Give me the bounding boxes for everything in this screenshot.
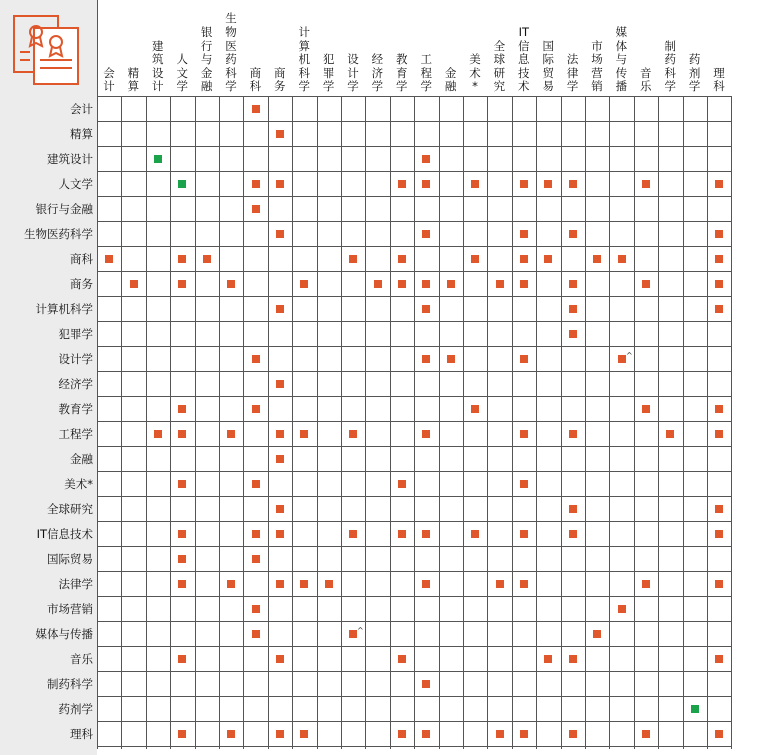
- column-header: [390, 0, 414, 96]
- grid-line: [97, 446, 731, 447]
- mark-orange: [252, 555, 260, 563]
- mark-orange: [496, 580, 504, 588]
- column-header: [243, 0, 267, 96]
- mark-orange: [642, 405, 650, 413]
- mark-orange: [569, 655, 577, 663]
- row-header: 媒体与传播: [35, 626, 93, 641]
- mark-orange: [422, 155, 430, 163]
- mark-orange: [252, 105, 260, 113]
- mark-orange: [276, 505, 284, 513]
- mark-orange: [715, 505, 723, 513]
- mark-caret: ^: [357, 626, 364, 635]
- row-header: 工程学: [58, 426, 93, 441]
- column-header-label: IT 信 息 技 术: [518, 25, 530, 94]
- mark-orange: [569, 530, 577, 538]
- row-header: 全球研究: [47, 501, 93, 516]
- mark-orange: [715, 430, 723, 438]
- mark-orange: [520, 355, 528, 363]
- column-header: [487, 0, 511, 96]
- row-header: 经济学: [58, 376, 93, 391]
- column-header: [585, 0, 609, 96]
- grid-line: [97, 396, 731, 397]
- grid-line: [219, 96, 220, 749]
- mark-orange: [130, 280, 138, 288]
- mark-orange: [715, 230, 723, 238]
- mark-orange: [154, 430, 162, 438]
- mark-orange: [398, 730, 406, 738]
- column-header: [414, 0, 438, 96]
- mark-orange: [252, 355, 260, 363]
- grid-line: [97, 196, 731, 197]
- mark-orange: [422, 580, 430, 588]
- mark-orange: [422, 430, 430, 438]
- column-header-label: 犯 罪 学: [322, 52, 335, 94]
- mark-green: [154, 155, 162, 163]
- mark-orange: [447, 355, 455, 363]
- mark-orange: [374, 280, 382, 288]
- mark-orange: [569, 505, 577, 513]
- row-header: 制药科学: [47, 676, 93, 691]
- grid-line: [97, 0, 98, 749]
- column-header: [146, 0, 170, 96]
- mark-orange: [276, 230, 284, 238]
- mark-orange: [252, 180, 260, 188]
- mark-orange: [422, 530, 430, 538]
- mark-orange: [398, 530, 406, 538]
- mark-orange: [178, 655, 186, 663]
- row-header: 银行与金融: [35, 201, 93, 216]
- grid-line: [487, 96, 488, 749]
- mark-orange: [520, 430, 528, 438]
- column-header-label: 国 际 贸 易: [542, 38, 554, 94]
- mark-orange: [276, 130, 284, 138]
- grid-line: [170, 96, 171, 749]
- mark-orange: [227, 280, 235, 288]
- mark-orange: [618, 605, 626, 613]
- mark-orange: [569, 730, 577, 738]
- mark-orange: [715, 580, 723, 588]
- mark-orange: [276, 305, 284, 313]
- grid-line: [97, 471, 731, 472]
- grid-line: [658, 96, 659, 749]
- mark-orange: [447, 280, 455, 288]
- mark-orange: [715, 255, 723, 263]
- grid-line: [439, 96, 440, 749]
- mark-orange: [398, 255, 406, 263]
- grid-line: [292, 96, 293, 749]
- mark-orange: [252, 630, 260, 638]
- grid-line: [414, 96, 415, 749]
- mark-orange: [544, 255, 552, 263]
- mark-green: [178, 180, 186, 188]
- grid-line: [97, 521, 731, 522]
- grid-line: [585, 96, 586, 749]
- mark-orange: [178, 430, 186, 438]
- mark-orange: [300, 730, 308, 738]
- mark-orange: [276, 380, 284, 388]
- row-header: 精算: [70, 126, 93, 141]
- mark-orange: [276, 730, 284, 738]
- mark-orange: [349, 530, 357, 538]
- grid-line: [97, 496, 731, 497]
- mark-orange: [252, 405, 260, 413]
- mark-orange: [642, 180, 650, 188]
- mark-orange: [471, 180, 479, 188]
- column-header-label: 经 济 学: [371, 52, 384, 94]
- row-header: 药剂学: [58, 701, 93, 716]
- mark-orange: [178, 405, 186, 413]
- grid-line: [97, 121, 731, 122]
- mark-orange: [422, 305, 430, 313]
- mark-orange: [422, 730, 430, 738]
- mark-orange: [569, 230, 577, 238]
- column-header-label: 人 文 学: [176, 52, 188, 94]
- grid-line: [97, 371, 731, 372]
- mark-orange: [252, 205, 260, 213]
- grid-line: [683, 96, 684, 749]
- mark-orange: [715, 730, 723, 738]
- grid-line: [243, 96, 244, 749]
- grid-line: [97, 646, 731, 647]
- grid-line: [97, 696, 731, 697]
- grid-line: [97, 746, 731, 747]
- grid-line: [536, 96, 537, 749]
- mark-orange: [520, 480, 528, 488]
- grid-line: [365, 96, 366, 749]
- grid-line: [97, 421, 731, 422]
- mark-orange: [471, 255, 479, 263]
- row-header: 音乐: [70, 651, 93, 666]
- grid-line: [97, 346, 731, 347]
- column-header: [365, 0, 389, 96]
- grid-line: [97, 271, 731, 272]
- mark-orange: [276, 530, 284, 538]
- column-header-label: 市 场 营 销: [591, 38, 603, 94]
- column-header-label: 音 乐: [640, 65, 652, 94]
- row-header: 商科: [70, 251, 93, 266]
- grid-line: [121, 96, 122, 749]
- column-header-label: 理 科: [713, 65, 725, 94]
- column-header-label: 媒 体 与 传 播: [615, 25, 628, 94]
- column-header-label: 工 程 学: [420, 52, 432, 94]
- grid-line: [561, 96, 562, 749]
- column-header: [292, 0, 316, 96]
- mark-orange: [496, 280, 504, 288]
- mark-orange: [203, 255, 211, 263]
- grid-line: [97, 546, 731, 547]
- column-header-label: 金 融: [444, 65, 457, 94]
- row-header: 生物医药科学: [24, 226, 93, 241]
- mark-orange: [569, 305, 577, 313]
- mark-orange: [520, 530, 528, 538]
- mark-orange: [178, 555, 186, 563]
- mark-orange: [520, 230, 528, 238]
- mark-orange: [422, 230, 430, 238]
- mark-orange: [715, 655, 723, 663]
- mark-orange: [227, 430, 235, 438]
- row-header: 理科: [70, 726, 93, 741]
- grid-line: [97, 321, 731, 322]
- mark-orange: [349, 255, 357, 263]
- mark-caret: ^: [626, 351, 633, 360]
- mark-orange: [398, 180, 406, 188]
- column-header-label: 生 物 医 药 科 学: [225, 11, 237, 94]
- column-header-label: 商 务: [274, 65, 286, 94]
- row-header: 国际贸易: [47, 551, 93, 566]
- row-header: 人文学: [58, 176, 93, 191]
- row-header: 计算机科学: [35, 301, 93, 316]
- mark-orange: [178, 255, 186, 263]
- grid-line: [97, 621, 731, 622]
- mark-orange: [325, 580, 333, 588]
- mark-orange: [178, 280, 186, 288]
- column-header: [536, 0, 560, 96]
- column-header: [707, 0, 731, 96]
- grid-line: [268, 96, 269, 749]
- column-header: [121, 0, 145, 96]
- mark-orange: [398, 280, 406, 288]
- row-header: 法律学: [58, 576, 93, 591]
- grid-line: [97, 296, 731, 297]
- column-header: [170, 0, 194, 96]
- column-header-label: 教 育 学: [396, 52, 408, 94]
- column-header-label: 建 筑 设 计: [152, 38, 164, 94]
- mark-orange: [715, 180, 723, 188]
- mark-orange: [276, 655, 284, 663]
- mark-orange: [422, 180, 430, 188]
- column-header-label: 药 剂 学: [688, 52, 701, 94]
- grid-line: [707, 96, 708, 749]
- mark-orange: [227, 580, 235, 588]
- column-header: [634, 0, 658, 96]
- column-header: [219, 0, 243, 96]
- mark-orange: [300, 430, 308, 438]
- mark-orange: [569, 180, 577, 188]
- column-header: [439, 0, 463, 96]
- mark-orange: [569, 430, 577, 438]
- mark-orange: [252, 480, 260, 488]
- mark-green: [691, 705, 699, 713]
- row-header: 美术*: [64, 476, 93, 491]
- mark-orange: [642, 730, 650, 738]
- mark-orange: [471, 530, 479, 538]
- mark-orange: [520, 730, 528, 738]
- mark-orange: [520, 180, 528, 188]
- column-header: [463, 0, 487, 96]
- column-header-label: 法 律 学: [566, 52, 579, 94]
- column-header-label: 银 行 与 金 融: [200, 25, 213, 94]
- row-header: 金融: [70, 451, 93, 466]
- mark-orange: [252, 605, 260, 613]
- column-header: [97, 0, 121, 96]
- mark-orange: [520, 280, 528, 288]
- column-header-label: 美 术 *: [469, 52, 481, 94]
- grid-line: [97, 246, 731, 247]
- column-header: [268, 0, 292, 96]
- column-header-label: 商 科: [249, 65, 262, 94]
- mark-orange: [544, 180, 552, 188]
- column-header: [317, 0, 341, 96]
- row-header: 建筑设计: [47, 151, 93, 166]
- mark-orange: [642, 580, 650, 588]
- column-header-label: 计 算 机 科 学: [298, 25, 310, 94]
- mark-orange: [276, 180, 284, 188]
- grid-line: [609, 96, 610, 749]
- mark-orange: [178, 580, 186, 588]
- column-header-label: 会 计: [103, 65, 115, 94]
- column-header: [341, 0, 365, 96]
- mark-orange: [398, 480, 406, 488]
- grid-line: [97, 571, 731, 572]
- grid-line: [97, 146, 731, 147]
- mark-orange: [178, 480, 186, 488]
- mark-orange: [642, 280, 650, 288]
- column-header: [683, 0, 707, 96]
- mark-orange: [422, 680, 430, 688]
- column-header: [658, 0, 682, 96]
- mark-orange: [276, 455, 284, 463]
- mark-orange: [618, 255, 626, 263]
- mark-orange: [520, 255, 528, 263]
- mark-orange: [422, 355, 430, 363]
- mark-orange: [593, 630, 601, 638]
- mark-orange: [422, 280, 430, 288]
- column-header-label: 制 药 科 学: [664, 38, 676, 94]
- mark-orange: [227, 730, 235, 738]
- row-header: 设计学: [58, 351, 93, 366]
- mark-orange: [300, 280, 308, 288]
- column-header-label: 精 算: [127, 65, 140, 94]
- mark-orange: [496, 730, 504, 738]
- grid-line: [97, 721, 731, 722]
- mark-orange: [569, 330, 577, 338]
- grid-line: [634, 96, 635, 749]
- mark-orange: [300, 580, 308, 588]
- row-header: IT信息技术: [36, 526, 93, 541]
- mark-orange: [398, 655, 406, 663]
- mark-orange: [715, 305, 723, 313]
- row-header: 犯罪学: [58, 326, 93, 341]
- mark-orange: [471, 405, 479, 413]
- mark-orange: [276, 580, 284, 588]
- column-header: [512, 0, 536, 96]
- grid-line: [317, 96, 318, 749]
- mark-orange: [593, 255, 601, 263]
- grid-line: [512, 96, 513, 749]
- row-header: 会计: [70, 101, 93, 116]
- grid-line: [97, 671, 731, 672]
- grid-line: [390, 96, 391, 749]
- row-header: 教育学: [58, 401, 93, 416]
- column-header: [561, 0, 585, 96]
- grid-line: [97, 96, 731, 97]
- mark-orange: [276, 430, 284, 438]
- mark-orange: [569, 280, 577, 288]
- grid-line: [97, 221, 731, 222]
- mark-orange: [349, 630, 357, 638]
- grid-line: [463, 96, 464, 749]
- mark-orange: [520, 580, 528, 588]
- grid-line: [97, 596, 731, 597]
- grid-line: [195, 96, 196, 749]
- mark-orange: [252, 530, 260, 538]
- mark-orange: [105, 255, 113, 263]
- grid-line: [97, 171, 731, 172]
- row-header: 市场营销: [47, 601, 93, 616]
- mark-orange: [715, 530, 723, 538]
- mark-orange: [715, 280, 723, 288]
- mark-orange: [666, 430, 674, 438]
- column-header-label: 全 球 研 究: [493, 38, 506, 94]
- mark-orange: [544, 655, 552, 663]
- column-header: [195, 0, 219, 96]
- row-header: 商务: [70, 276, 93, 291]
- mark-orange: [349, 430, 357, 438]
- mark-orange: [178, 730, 186, 738]
- mark-orange: [715, 405, 723, 413]
- grid-line: [146, 96, 147, 749]
- mark-orange: [618, 355, 626, 363]
- mark-orange: [178, 530, 186, 538]
- column-header-label: 设 计 学: [347, 52, 359, 94]
- grid-line: [731, 96, 732, 749]
- grid-line: [341, 96, 342, 749]
- column-header: [609, 0, 633, 96]
